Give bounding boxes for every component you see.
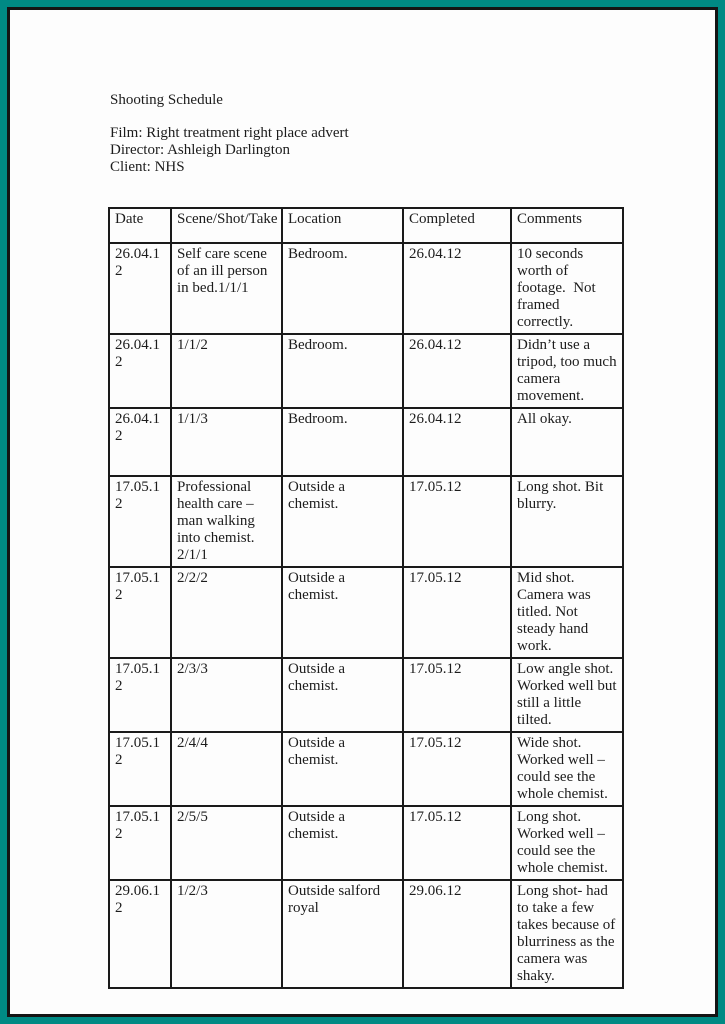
cell-comments: Long shot. Bit blurry. <box>511 476 623 567</box>
cell-completed: 17.05.12 <box>403 658 511 732</box>
table-row <box>109 334 623 408</box>
table-row <box>109 243 623 334</box>
date-value: 26.04.12 <box>115 337 160 370</box>
shooting-schedule-table <box>108 207 624 989</box>
cell-scene: 1/1/3 <box>171 408 282 476</box>
column-header-date: Date <box>109 208 171 243</box>
cell-completed: 17.05.12 <box>403 732 511 806</box>
table-row <box>109 476 623 567</box>
cell-location: Bedroom. <box>282 243 403 334</box>
table-row <box>109 408 623 476</box>
date-value: 17.05.12 <box>115 570 160 603</box>
cell-date <box>109 334 171 408</box>
cell-location: Outside salford royal <box>282 880 403 988</box>
meta-film: Film: Right treatment right place advert <box>110 125 349 141</box>
column-header-comments: Comments <box>511 208 623 243</box>
cell-date <box>109 658 171 732</box>
header-row <box>109 208 623 243</box>
cell-completed: 26.04.12 <box>403 243 511 334</box>
column-header-scene: Scene/Shot/Take <box>171 208 282 243</box>
cell-scene: 1/2/3 <box>171 880 282 988</box>
table-row <box>109 567 623 658</box>
date-value: 17.05.12 <box>115 661 160 694</box>
meta-client: Client: NHS <box>110 159 185 175</box>
cell-completed: 17.05.12 <box>403 476 511 567</box>
date-value: 17.05.12 <box>115 735 160 768</box>
cell-scene: 2/2/2 <box>171 567 282 658</box>
cell-location: Outside a chemist. <box>282 732 403 806</box>
cell-scene: 1/1/2 <box>171 334 282 408</box>
cell-completed: 17.05.12 <box>403 567 511 658</box>
document-meta <box>110 125 715 176</box>
cell-comments: 10 seconds worth of footage. Not framed correctly. <box>511 243 623 334</box>
cell-date <box>109 732 171 806</box>
cell-scene: 2/3/3 <box>171 658 282 732</box>
date-value: 29.06.12 <box>115 883 160 916</box>
column-header-completed: Completed <box>403 208 511 243</box>
date-value: 17.05.12 <box>115 809 160 842</box>
cell-location: Outside a chemist. <box>282 658 403 732</box>
cell-scene: 2/5/5 <box>171 806 282 880</box>
date-value: 26.04.12 <box>115 246 160 279</box>
cell-location: Bedroom. <box>282 408 403 476</box>
date-value: 17.05.12 <box>115 479 160 512</box>
meta-director: Director: Ashleigh Darlington <box>110 142 290 158</box>
table-row <box>109 732 623 806</box>
column-header-location: Location <box>282 208 403 243</box>
cell-comments: Long shot- had to take a few takes because of blurriness as the camera was shaky. <box>511 880 623 988</box>
cell-date <box>109 476 171 567</box>
cell-scene: Professional health care – man walking into chemist. 2/1/1 <box>171 476 282 567</box>
table-row <box>109 658 623 732</box>
table-row <box>109 880 623 988</box>
cell-comments: Didn’t use a tripod, too much camera movement. <box>511 334 623 408</box>
cell-comments: All okay. <box>511 408 623 476</box>
cell-completed: 26.04.12 <box>403 334 511 408</box>
cell-scene: Self care scene of an ill person in bed.1/1/1 <box>171 243 282 334</box>
cell-location: Outside a chemist. <box>282 806 403 880</box>
cell-location: Bedroom. <box>282 334 403 408</box>
cell-comments: Low angle shot. Worked well but still a little tilted. <box>511 658 623 732</box>
document-sheet <box>7 7 718 1017</box>
cell-completed: 29.06.12 <box>403 880 511 988</box>
cell-date <box>109 408 171 476</box>
cell-location: Outside a chemist. <box>282 476 403 567</box>
cell-comments: Mid shot. Camera was titled. Not steady hand work. <box>511 567 623 658</box>
page-title: Shooting Schedule <box>110 92 223 108</box>
cell-comments: Long shot. Worked well – could see the whole chemist. <box>511 806 623 880</box>
cell-scene: 2/4/4 <box>171 732 282 806</box>
cell-date <box>109 567 171 658</box>
cell-completed: 26.04.12 <box>403 408 511 476</box>
cell-comments: Wide shot. Worked well – could see the whole chemist. <box>511 732 623 806</box>
date-value: 26.04.12 <box>115 411 160 444</box>
cell-completed: 17.05.12 <box>403 806 511 880</box>
cell-date <box>109 880 171 988</box>
cell-date <box>109 243 171 334</box>
cell-location: Outside a chemist. <box>282 567 403 658</box>
cell-date <box>109 806 171 880</box>
table-row <box>109 806 623 880</box>
